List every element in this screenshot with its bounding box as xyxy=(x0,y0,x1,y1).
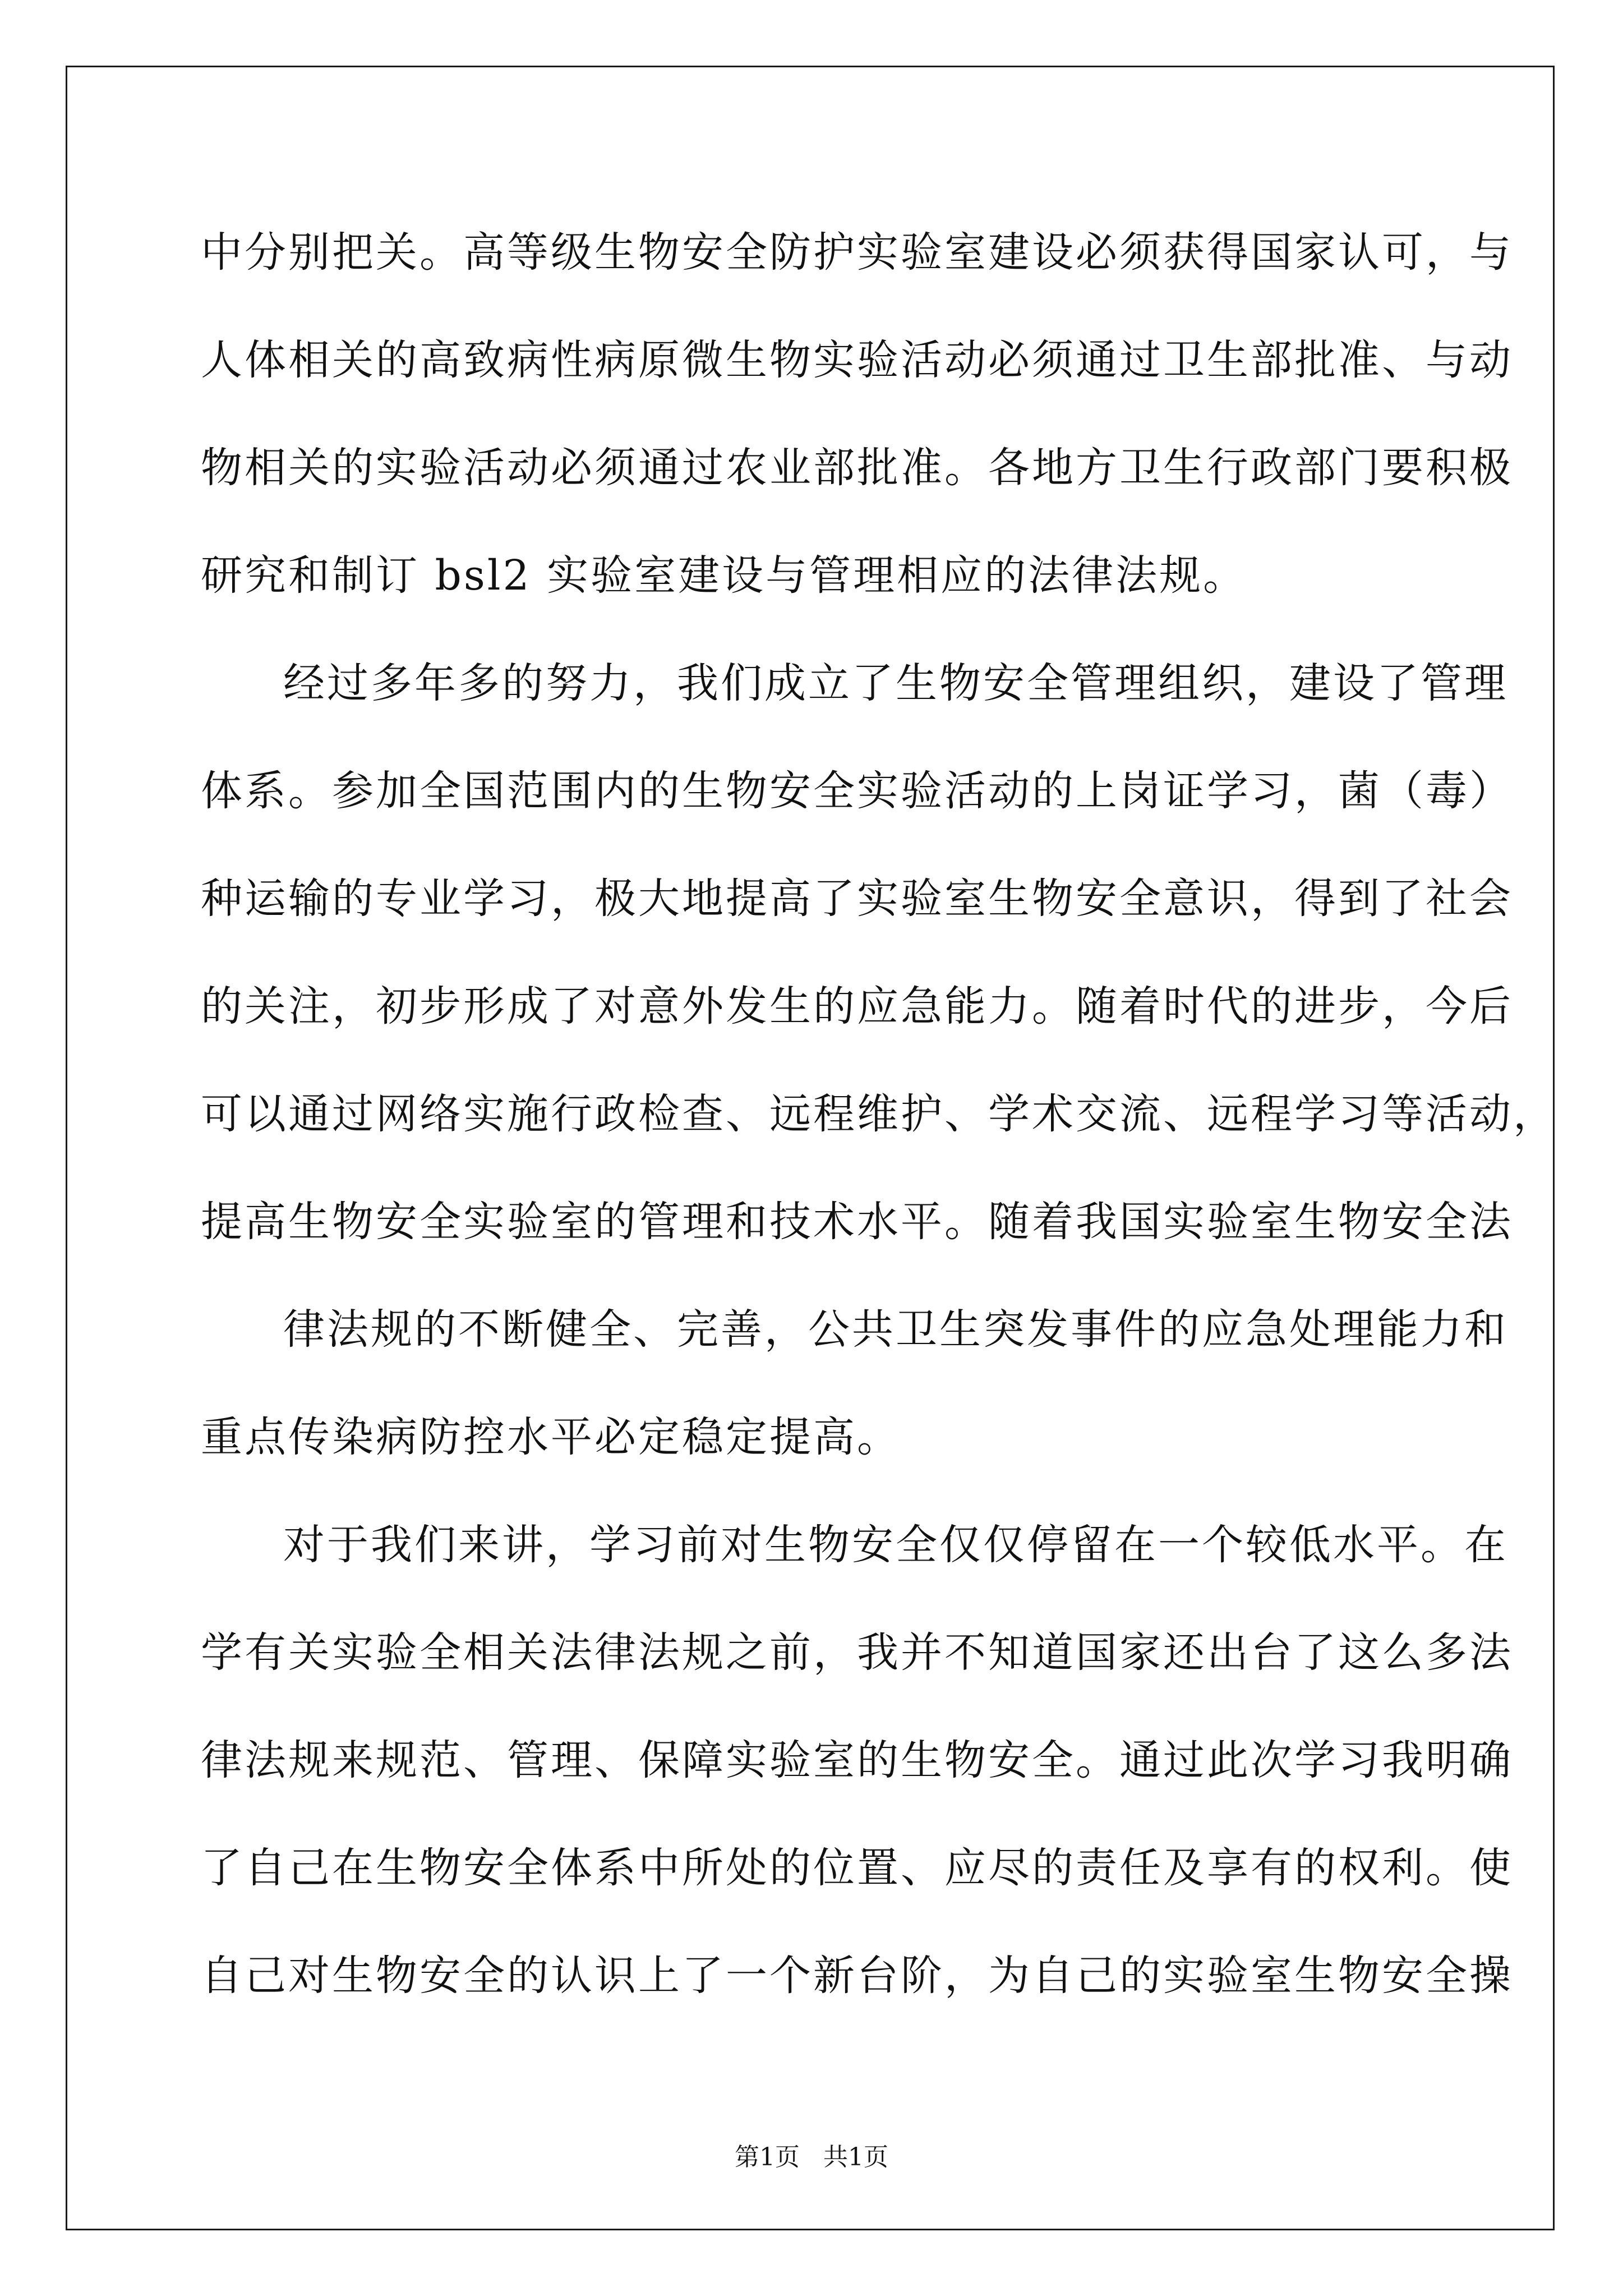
text-line: 提高生物安全实验室的管理和技术水平。随着我国实验室生物安全法 xyxy=(201,1198,1513,1246)
text-line: 研究和制订 bsl2 实验室建设与管理相应的法律法规。 xyxy=(201,551,1247,600)
text-line: 学有关实验全相关法律法规之前，我并不知道国家还出台了这么多法 xyxy=(201,1628,1513,1677)
text-line: 人体相关的高致病性病原微生物实验活动必须通过卫生部批准、与动 xyxy=(201,336,1513,384)
text-line: 中分别把关。高等级生物安全防护实验室建设必须获得国家认可，与 xyxy=(201,228,1513,277)
page-frame xyxy=(66,66,1555,2230)
text-line: 体系。参加全国范围内的生物安全实验活动的上岗证学习，菌（毒） xyxy=(201,767,1513,815)
text-line: 种运输的专业学习，极大地提高了实验室生物安全意识，得到了社会 xyxy=(201,875,1513,923)
text-line: 的关注，初步形成了对意外发生的应急能力。随着时代的进步，今后 xyxy=(201,982,1513,1030)
text-line: 重点传染病防控水平必定稳定提高。 xyxy=(201,1413,901,1461)
text-line: 自己对生物安全的认识上了一个新台阶，为自己的实验室生物安全操 xyxy=(201,1952,1513,2000)
page-footer: 第1页 共1页 xyxy=(735,2143,888,2171)
text-line: 对于我们来讲，学习前对生物安全仅仅停留在一个较低水平。在 xyxy=(283,1521,1508,1569)
text-line: 经过多年多的努力，我们成立了生物安全管理组织，建设了管理 xyxy=(283,659,1508,707)
text-line: 了自己在生物安全体系中所处的位置、应尽的责任及享有的权利。使 xyxy=(201,1844,1513,1892)
text-line: 律法规来规范、管理、保障实验室的生物安全。通过此次学习我明确 xyxy=(201,1736,1513,1784)
text-line: 律法规的不断健全、完善，公共卫生突发事件的应急处理能力和 xyxy=(283,1305,1508,1354)
text-line: 可以通过网络实施行政检查、远程维护、学术交流、远程学习等活动， xyxy=(201,1090,1557,1138)
text-line: 物相关的实验活动必须通过农业部批准。各地方卫生行政部门要积极 xyxy=(201,444,1513,492)
